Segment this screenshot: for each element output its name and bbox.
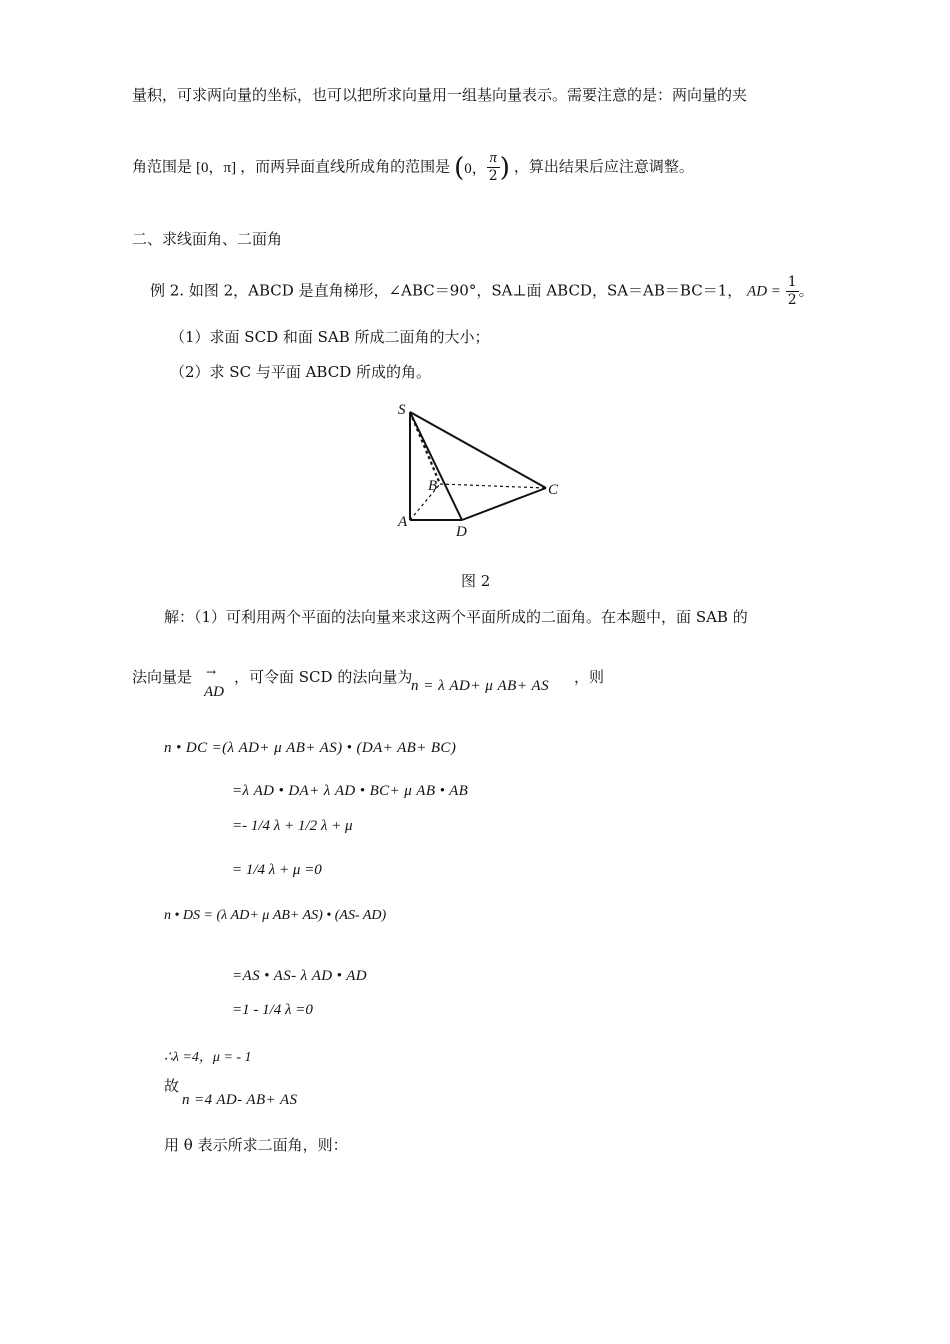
last-line: 用 θ 表示所求二面角，则： — [164, 1136, 348, 1154]
figure-caption: 图 2 — [461, 572, 491, 590]
edge-dc — [462, 488, 546, 520]
therefore-line: ∴λ =4，μ = - 1 — [164, 1050, 252, 1065]
paragraph-line — [132, 150, 694, 185]
denominator: 2 — [488, 168, 498, 184]
vector-label: AD — [204, 684, 224, 700]
text-span: 例 2. 如图 2，ABCD 是直角梯形，∠ABC＝90°，SA⊥面 ABCD，SA＝AB＝BC＝1， — [150, 281, 743, 300]
question-1: （1）求面 SCD 和面 SAB 所成二面角的大小； — [170, 328, 490, 346]
label-d: D — [456, 524, 467, 540]
text-span: ，算出结果后应注意调整。 — [513, 157, 694, 176]
edge-sc — [410, 412, 546, 488]
solution-line-2c: ，则 — [574, 668, 605, 686]
equation-6: =AS • AS- λ AD • AD — [232, 968, 367, 984]
edge-bc — [440, 484, 546, 488]
bracket: ( — [454, 152, 465, 183]
bracket: ) — [499, 152, 510, 183]
equation-4: = 1/4 λ + μ =0 — [232, 862, 322, 878]
edge-sd — [410, 412, 462, 520]
label-c: C — [548, 482, 559, 498]
range-closed: [0，π] — [196, 159, 237, 176]
section-heading: 二、求线面角、二面角 — [132, 230, 283, 248]
equation-3: =- 1/4 λ + 1/2 λ + μ — [232, 818, 353, 834]
paragraph-line: 量积，可求两向量的坐标，也可以把所求向量用一组基向量表示。需要注意的是：两向量的夹 — [132, 86, 748, 104]
result-formula: n =4 AD- AB+ AS — [182, 1092, 298, 1108]
text-span: ，而两异面直线所成角的范围是 — [240, 157, 451, 176]
label-s: S — [398, 402, 406, 418]
fraction — [786, 274, 799, 309]
numerator: 1 — [787, 274, 797, 290]
text-span: 角范围是 — [132, 157, 193, 176]
solution-line-2b: ，可令面 SCD 的法向量为 — [234, 668, 413, 686]
equation-1: n • DC =(λ AD+ μ AB+ AS) • (DA+ AB+ BC) — [164, 740, 457, 756]
example-text — [150, 274, 814, 309]
equation-7: =1 - 1/4 λ =0 — [232, 1002, 313, 1018]
math-ad: AD = — [747, 283, 781, 300]
question-2: （2）求 SC 与平面 ABCD 所成的角。 — [170, 363, 432, 381]
vector-ad — [204, 666, 232, 702]
label-a: A — [398, 514, 408, 530]
equation-2: =λ AD • DA+ λ AD • BC+ μ AB • AB — [232, 783, 469, 799]
label-b: B — [428, 478, 438, 494]
normal-vector-formula: n = λ AD+ μ AB+ AS — [411, 678, 550, 694]
numerator: π — [487, 150, 500, 168]
text-span: 。 — [798, 281, 814, 300]
fraction — [487, 150, 500, 185]
solution-line: 解：（1）可利用两个平面的法向量来求这两个平面所成的二面角。在本题中，面 SAB 的 — [164, 608, 748, 626]
range-zero: 0， — [464, 161, 487, 177]
arrow-icon: → — [206, 665, 217, 679]
equation-5: n • DS = (λ AD+ μ AB+ AS) • (AS- AD) — [164, 908, 387, 923]
range-open — [454, 150, 510, 185]
denominator: 2 — [787, 292, 797, 308]
geometry-figure — [390, 396, 580, 546]
gu-label: 故 — [164, 1077, 180, 1095]
solution-line-2a: 法向量是 — [132, 668, 193, 686]
